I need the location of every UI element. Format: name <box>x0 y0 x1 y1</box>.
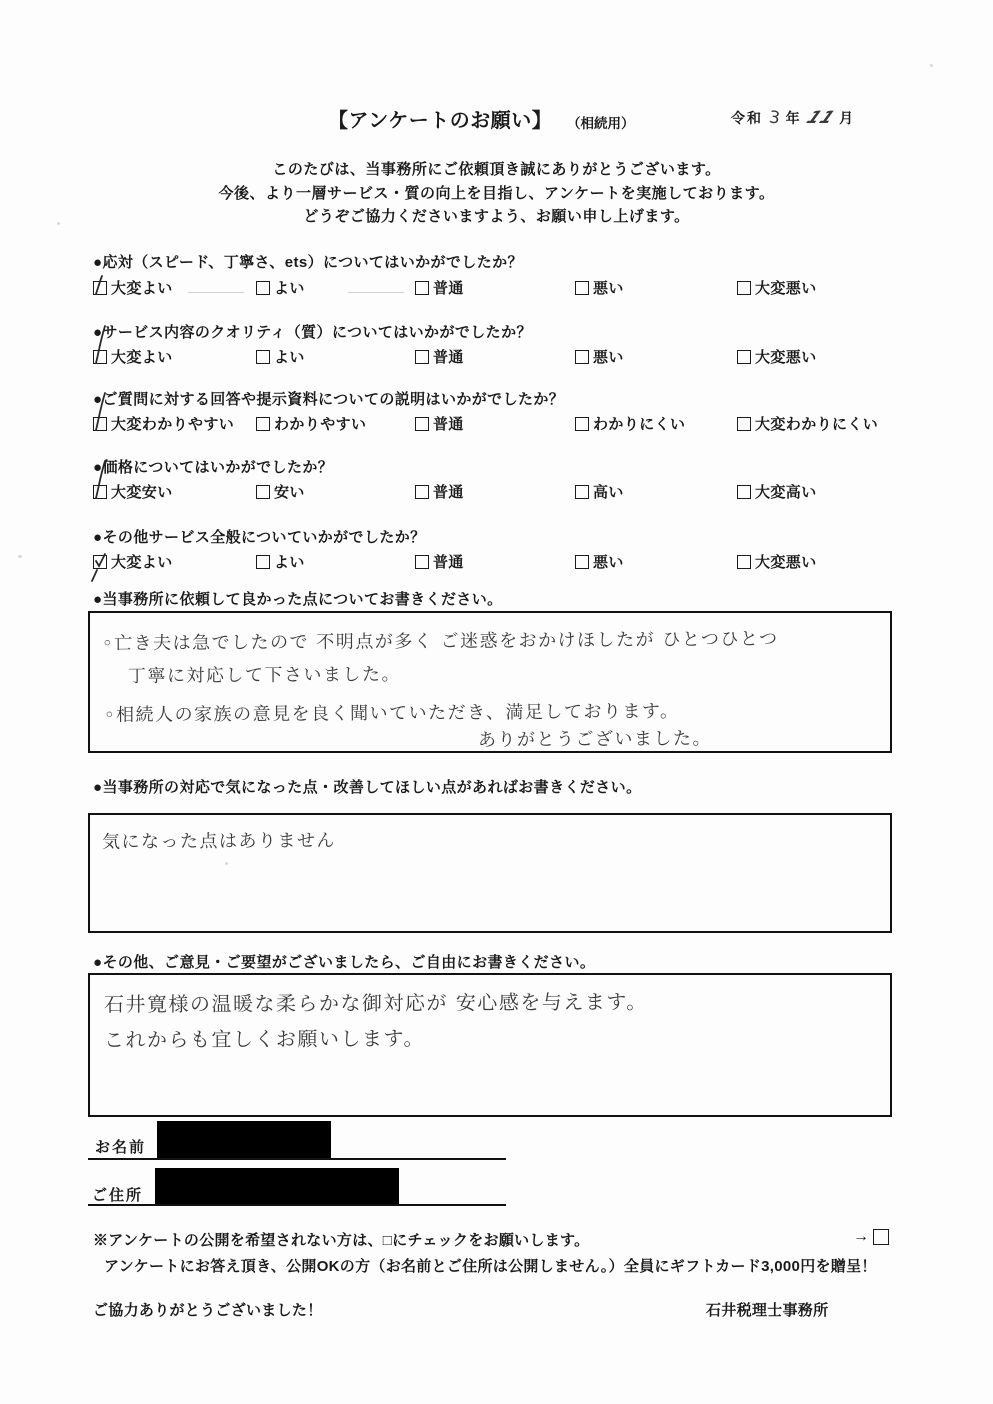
question-4-options <box>93 481 817 502</box>
option-label: よい <box>274 349 305 366</box>
era-label: 令和 <box>731 110 763 126</box>
checkbox[interactable] <box>737 485 751 499</box>
option-label: よい <box>274 280 305 297</box>
checkbox[interactable] <box>737 350 751 364</box>
address-label: ご住所 <box>92 1187 144 1204</box>
publish-optout-checkbox[interactable] <box>873 1229 889 1245</box>
month-value: 11 <box>802 108 839 128</box>
option-q5-warui[interactable] <box>575 551 737 572</box>
publish-optout-control <box>853 1228 889 1246</box>
option-label: 大変高い <box>755 484 817 501</box>
option-q4-taihen-takai[interactable] <box>737 481 817 502</box>
handwritten-line: 気になった点はありません <box>101 830 337 853</box>
option-q3-wakariyasui[interactable] <box>256 413 415 434</box>
checkbox[interactable] <box>93 485 107 499</box>
question-2-label: ●サービス内容のクオリティ（質）についてはいかがでしたか？ <box>93 324 532 341</box>
checkbox[interactable] <box>256 281 270 295</box>
option-q1-warui[interactable] <box>575 277 737 298</box>
comment-3-label: ●その他、ご意見・ご要望がございましたら、ご自由にお書きください。 <box>93 954 596 971</box>
option-q3-wakarinikui[interactable] <box>575 413 737 434</box>
name-redaction <box>157 1121 331 1159</box>
comment-1-label: ●当事務所に依頼して良かった点についてお書きください。 <box>93 591 503 608</box>
name-field-line[interactable] <box>88 1158 506 1160</box>
option-label: 悪い <box>593 349 624 366</box>
handwritten-line: これからも宜しくお願いします。 <box>103 1026 425 1052</box>
handwritten-line: 石井寛様の温暖な柔らかな御対応が 安心感を与えます。 <box>103 989 648 1017</box>
checkbox[interactable] <box>575 555 589 569</box>
option-q2-yoi[interactable] <box>256 346 415 367</box>
option-label: 大変よい <box>111 554 173 571</box>
publish-optout-note: ※アンケートの公開を希望されない方は、□にチェックをお願いします。 <box>93 1232 590 1249</box>
option-q2-warui[interactable] <box>575 346 737 367</box>
checkbox[interactable] <box>575 350 589 364</box>
option-q3-taihen-wakariyasui[interactable] <box>93 413 256 434</box>
year-suffix: 年 <box>785 110 802 126</box>
checkbox[interactable] <box>415 555 429 569</box>
arrow-icon: → <box>853 1228 869 1245</box>
comment-3-box[interactable] <box>88 973 892 1117</box>
option-q3-taihen-wakarinikui[interactable] <box>737 413 878 434</box>
option-label: 大変悪い <box>755 280 817 297</box>
month-suffix: 月 <box>839 110 856 126</box>
checkbox[interactable] <box>415 485 429 499</box>
option-q1-taihen-yoi[interactable] <box>93 277 256 298</box>
question-4-label: ●価格についてはいかがでしたか？ <box>93 459 334 476</box>
page-subtitle: （相続用） <box>567 116 635 131</box>
checkbox[interactable] <box>415 350 429 364</box>
option-q3-futsuu[interactable] <box>415 413 575 434</box>
comment-2-box[interactable] <box>88 813 892 933</box>
checkbox[interactable] <box>415 281 429 295</box>
option-q1-futsuu[interactable] <box>415 277 575 298</box>
checkbox[interactable] <box>737 555 751 569</box>
intro-line: 今後、より一層サービス・質の向上を目指し、アンケートを実施しております。 <box>218 184 775 202</box>
checkbox[interactable] <box>256 555 270 569</box>
question-1-options <box>93 277 817 298</box>
option-label: 大変悪い <box>755 349 817 366</box>
option-label: 大変よい <box>111 349 173 366</box>
option-q5-futsuu[interactable] <box>415 551 575 572</box>
checkbox[interactable] <box>575 485 589 499</box>
option-q5-yoi[interactable] <box>256 551 415 572</box>
intro-line: どうぞご協力くださいますよう、お願い申し上げます。 <box>303 208 690 225</box>
scan-artifact-line <box>348 292 404 293</box>
handwritten-line: ありがとうございました。 <box>477 728 713 751</box>
option-label: 普通 <box>433 349 464 366</box>
scan-speck <box>18 555 22 558</box>
option-q2-futsuu[interactable] <box>415 346 575 367</box>
question-5-options <box>93 551 817 572</box>
handwritten-line: ◦相続人の家族の意見を良く聞いていただき、満足しております。 <box>103 700 680 727</box>
scan-artifact-line <box>188 292 244 293</box>
office-name: 石井税理士事務所 <box>706 1302 829 1319</box>
question-3-label: ●ご質問に対する回答や提示資料についての説明はいかがでしたか？ <box>93 391 565 408</box>
option-label: わかりにくい <box>593 416 686 433</box>
checkbox[interactable] <box>93 417 107 431</box>
address-redaction <box>155 1168 399 1206</box>
checkbox[interactable] <box>575 417 589 431</box>
option-label: 大変わかりにくい <box>755 416 879 433</box>
thanks-text: ご協力ありがとうございました！ <box>93 1302 323 1319</box>
option-label: 安い <box>274 484 305 501</box>
option-label: 普通 <box>433 280 464 297</box>
comment-1-box[interactable] <box>88 611 892 753</box>
handwritten-line: 丁寧に対応して下さいました。 <box>127 664 402 687</box>
option-label: よい <box>274 554 305 571</box>
option-q4-futsuu[interactable] <box>415 481 575 502</box>
option-label: 大変悪い <box>755 554 817 571</box>
question-2-options <box>93 346 817 367</box>
checkbox[interactable] <box>256 350 270 364</box>
option-q2-taihen-warui[interactable] <box>737 346 817 367</box>
checkbox[interactable] <box>415 417 429 431</box>
option-q4-takai[interactable] <box>575 481 737 502</box>
name-label: お名前 <box>95 1139 147 1156</box>
checkbox[interactable] <box>737 281 751 295</box>
option-label: わかりやすい <box>274 416 367 433</box>
page-title: 【アンケートのお願い】 <box>328 110 553 132</box>
option-label: 大変安い <box>111 484 173 501</box>
question-3-options <box>93 413 878 434</box>
option-q5-taihen-yoi[interactable] <box>93 551 256 572</box>
option-label: 大変よい <box>111 280 173 297</box>
option-q2-taihen-yoi[interactable] <box>93 346 256 367</box>
option-label: 普通 <box>433 554 464 571</box>
intro-line: このたびは、当事務所にご依頼頂き誠にありがとうございます。 <box>272 161 721 178</box>
option-label: 大変わかりやすい <box>111 416 235 433</box>
option-q1-yoi[interactable] <box>256 277 415 298</box>
option-q1-taihen-warui[interactable] <box>737 277 817 298</box>
intro-text <box>0 158 993 229</box>
checkbox[interactable] <box>737 417 751 431</box>
option-q4-taihen-yasui[interactable] <box>93 481 256 502</box>
checkbox[interactable] <box>93 281 107 295</box>
handwritten-line: ◦亡き夫は急でしたので 不明点が多く ご迷惑をおかけほしたが ひとつひとつ <box>101 628 779 655</box>
option-label: 普通 <box>433 484 464 501</box>
checkbox[interactable] <box>575 281 589 295</box>
gift-note: アンケートにお答え頂き、公開OKの方（お名前とご住所は公開しません。）全員にギフトカード3,000円を贈呈！ <box>104 1258 877 1275</box>
date-line <box>731 108 855 128</box>
comment-2-label: ●当事務所の対応で気になった点・改善してほしい点があればお書きください。 <box>93 779 642 796</box>
question-1-label: ●応対（スピード、丁寧さ、ets）についてはいかがでしたか？ <box>93 254 523 271</box>
scan-speck <box>930 64 933 67</box>
option-label: 普通 <box>433 416 464 433</box>
address-field-line[interactable] <box>88 1204 506 1206</box>
checkbox[interactable] <box>256 417 270 431</box>
option-q4-yasui[interactable] <box>256 481 415 502</box>
checkbox[interactable] <box>93 350 107 364</box>
option-label: 高い <box>593 484 624 501</box>
option-label: 悪い <box>593 554 624 571</box>
option-q5-taihen-warui[interactable] <box>737 551 817 572</box>
checkbox[interactable] <box>256 485 270 499</box>
question-5-label: ●その他サービス全般についていかがでしたか？ <box>93 529 426 546</box>
year-value: 3 <box>767 107 782 129</box>
option-label: 悪い <box>593 280 624 297</box>
checkbox[interactable] <box>93 555 107 569</box>
